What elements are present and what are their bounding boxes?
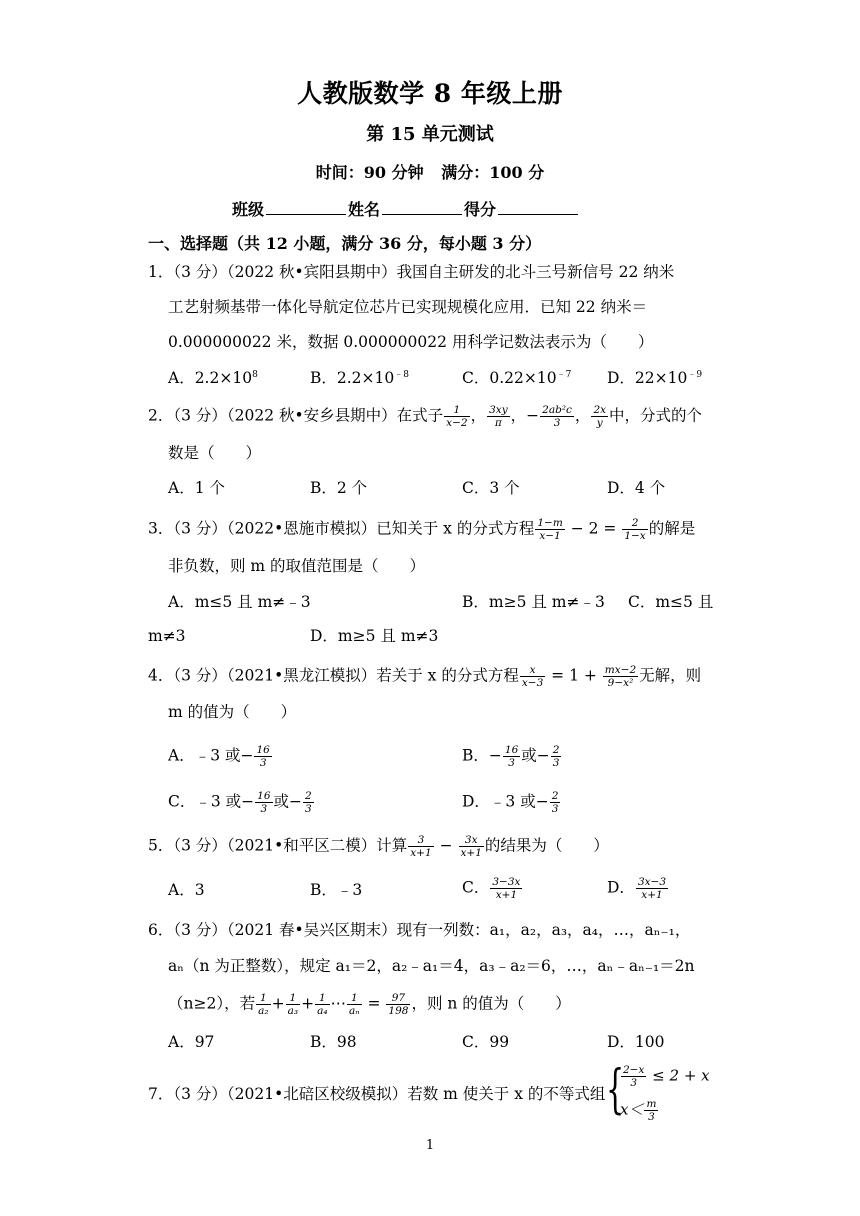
q5-lead: 5．（3 分）（2021•和平区二模）计算 [148,836,408,855]
q2-f2-den: π [494,417,502,429]
q4-d-frac [550,790,561,815]
q6-t2-den: a₃ [287,1005,299,1017]
q6-plus1: + [271,994,285,1013]
exam-time: 时间：90 分钟 [315,163,424,182]
q2-f1-num: 1 [444,404,469,417]
q1-b-base: B．2.2×10 [310,369,395,387]
q3-f2-num: 2 [622,517,647,530]
q6-option-b: B．98 [310,1033,357,1051]
name-blank [382,200,462,215]
q1-a-base: A．2.2×10 [168,369,253,387]
q6-term3 [315,992,329,1017]
q6-eq: = [362,994,386,1013]
q5-mid: − [434,836,458,855]
q5-c-pre: C． [462,878,490,897]
page-number: 1 [425,1138,435,1153]
q6-t3-num: 1 [315,992,329,1005]
q2-frac1 [444,404,469,429]
q4-a-pre: A．﹣3 或− [168,746,254,765]
q6-t1-num: 1 [256,992,270,1005]
q4-lead: 4．（3 分）（2021•黑龙江模拟）若关于 x 的分式方程 [148,666,519,685]
q5-option-a: A．3 [168,881,205,899]
q5-frac1 [408,834,433,859]
q3-lead: 3．（3 分）（2022•恩施市模拟）已知关于 x 的分式方程 [148,519,535,538]
class-label: 班级 [232,200,265,219]
name-label: 姓名 [348,200,381,219]
q5-c-den: x+1 [495,889,518,901]
q1-line3: 0.000000022 米，数据 0.000000022 用科学记数法表示为（ ） [168,333,654,351]
q6-line2: aₙ（n 为正整数），规定 a₁＝2，a₂﹣a₁＝4，a₃﹣a₂＝6，…，aₙ﹣aₙ₋₁＝2n [168,957,695,975]
q1-option-a [168,368,258,388]
q6-l3-tail: ，则 n 的值为（ ） [411,994,571,1013]
q5-option-c [462,876,523,901]
q2-option-d: D．4 个 [607,479,666,497]
q2-minus: − [526,406,540,425]
q7-s2-den: 3 [648,1111,655,1123]
q2-f4-den: y [596,417,603,429]
q6-option-a: A．97 [168,1033,215,1051]
q2-tail: 中，分式的个 [609,406,703,425]
q6-t4-num: 1 [347,992,362,1005]
q3-option-b: B．m≥5 且 m≠﹣3 [462,593,605,611]
class-blank [266,200,346,215]
q7-brace: { [606,1060,625,1120]
q1-b-exp: ﹣8 [394,369,409,380]
q5-d-frac [636,876,668,901]
q2-option-b: B．2 个 [310,479,368,497]
q2-option-c: C．3 个 [462,479,520,497]
q4-f1-den: x−3 [521,677,544,689]
q6-term2 [286,992,300,1017]
q4-c-pre: C．﹣3 或− [168,792,255,811]
q3-option-d: D．m≥5 且 m≠3 [310,627,439,645]
q3-line2: 非负数，则 m 的取值范围是（ ） [168,557,426,575]
q4-b-num2: 2 [552,744,560,756]
q7-line1: 7．（3 分）（2021•北碚区校级模拟）若数 m 使关于 x 的不等式组 [148,1085,606,1103]
q4-option-c [168,790,315,815]
q3-f1-num: 1−m [537,517,563,529]
q7-inequality-system [606,1062,726,1124]
q6-line3 [168,992,571,1017]
page-title: 人教版数学 8 年级上册 [297,79,563,108]
q2-line1 [148,404,702,429]
q4-b-den1: 3 [508,757,515,769]
q6-t2-num: 1 [286,992,300,1005]
q3-mid: − 2 = [565,519,622,538]
q2-sep2: ， [510,406,527,425]
q5-f1-den: x+1 [410,847,432,859]
q3-option-a: A．m≤5 且 m≠﹣3 [168,593,311,611]
q4-b-num1: 16 [504,744,519,756]
q5-c-frac [490,876,522,901]
q2-f2-num: 3xy [489,404,508,416]
q2-sep1: ， [470,406,487,425]
q1-option-d [607,368,702,388]
q6-line1: 6．（3 分）（2021 春•吴兴区期末）现有一列数：a₁，a₂，a₃，a₄，…，aₙ₋₁， [148,921,691,939]
q5-option-b: B．﹣3 [310,881,363,899]
q7-ineq1 [620,1064,710,1089]
q7-s2-frac [644,1098,658,1123]
q7-s1-frac [621,1064,646,1089]
q4-c-num2: 2 [305,790,312,802]
q4-c-num1: 16 [257,790,271,802]
q2-f4-num: 2x [593,404,607,416]
q4-frac2 [603,664,638,689]
q5-option-d [607,876,669,901]
q3-frac1 [535,517,564,542]
q2-f3-den: 3 [553,417,561,429]
q4-option-a [168,744,273,769]
q6-result [386,992,410,1017]
q4-frac1 [520,664,545,689]
q5-f2-den: x+1 [460,847,482,859]
q6-plus2: + [301,994,315,1013]
q2-sep3: ， [574,406,591,425]
q5-d-pre: D． [607,878,635,897]
q5-d-num: 3x−3 [637,876,667,888]
q5-frac2 [459,834,484,859]
q6-option-c: C．99 [462,1033,510,1051]
q1-d-exp: ﹣9 [687,369,703,380]
q3-option-c-cont: m≠3 [148,627,186,645]
q4-option-b [462,744,562,769]
q1-c-base: C．0.22×10 [462,369,557,387]
q4-d-num: 2 [551,790,559,802]
grade-blank [498,200,578,215]
q3-f1-den: x−1 [539,530,561,542]
q5-f2-num: 3x [459,834,484,847]
q4-b-pre: B．− [462,746,502,765]
q5-c-num: 3−3x [492,876,521,888]
q4-c-mid: 或− [273,792,303,811]
section-title: 一、选择题（共 12 小题，满分 36 分，每小题 3 分） [148,234,542,253]
q4-f2-den: 9−x² [607,677,634,689]
q4-c-den2: 3 [305,803,312,815]
q1-line1: 1．（3 分）（2022 秋•宾阳县期中）我国自主研发的北斗三号新信号 22 纳米 [148,263,675,281]
exam-meta [0,160,860,183]
q1-c-exp: ﹣7 [556,369,572,380]
unit-subtitle: 第 15 单元测试 [366,124,494,145]
q7-s2-pre: x＜ [620,1100,644,1119]
q6-r-num: 97 [386,992,410,1005]
q2-lead: 2．（3 分）（2022 秋•安乡县期中）在式子 [148,406,444,425]
q4-c-frac2 [303,790,314,815]
q5-line1 [148,834,609,859]
q6-term1 [256,992,270,1017]
q6-t4-den: aₙ [349,1005,360,1017]
q1-option-b [310,368,409,388]
q7-ineq2 [620,1098,659,1123]
q3-option-c: C．m≤5 且 [628,593,714,611]
grade-label: 得分 [464,200,497,219]
q2-frac4 [591,404,608,429]
q4-c-den1: 3 [260,803,268,815]
q7-s1-num: 2−x [623,1064,645,1076]
q4-b-den2: 3 [552,757,560,769]
q4-a-num: 16 [256,744,270,756]
q6-dots: ⋯ [330,994,347,1013]
q4-f1-num: x [520,664,545,677]
q2-f1-den: x−2 [446,417,468,429]
q6-l3-pre: （n≥2），若 [168,994,256,1013]
q3-line1 [148,517,695,542]
q4-d-pre: D．﹣3 或− [462,792,549,811]
q1-d-base: D．22×10 [607,369,688,387]
q5-d-den: x+1 [641,889,663,901]
q3-tail: 的解是 [648,519,696,538]
q4-b-mid: 或− [521,746,550,765]
q4-b-frac2 [551,744,562,769]
q2-frac2 [487,404,510,429]
q6-r-den: 198 [388,1005,409,1017]
q2-f3-num: 2ab²c [542,404,572,416]
q4-tail: 无解，则 [639,666,702,685]
q4-c-frac1 [255,790,272,815]
q3-frac2 [622,517,647,542]
student-info-blanks [232,197,580,220]
q1-a-exp: 8 [252,369,258,380]
q1-option-c [462,368,571,388]
q4-d-den: 3 [551,803,559,815]
exam-full-score: 满分：100 分 [441,163,545,182]
q2-frac3 [540,404,574,429]
q7-s2-num: m [646,1098,657,1110]
q1-line2: 工艺射频基带一体化导航定位芯片已实现规模化应用．已知 22 纳米＝ [168,298,648,316]
q4-option-d [462,790,561,815]
q4-a-den: 3 [259,757,267,769]
q4-line2: m 的值为（ ） [168,703,297,721]
q5-tail: 的结果为（ ） [484,836,609,855]
q7-s1-den: 3 [630,1077,638,1089]
q3-f2-den: 1−x [624,530,646,542]
q4-a-frac [254,744,271,769]
q4-line1 [148,664,701,689]
q5-f1-num: 3 [408,834,433,847]
q2-line2: 数是（ ） [168,444,262,462]
q4-f2-num: mx−2 [604,664,637,676]
q7-s1-tail: ≤ 2 + x [647,1066,710,1085]
q4-mid: = 1 + [546,666,602,685]
q6-t3-den: a₄ [317,1005,328,1017]
q6-option-d: D．100 [607,1033,665,1051]
q6-t1-den: a₂ [258,1005,269,1017]
q4-b-frac1 [503,744,520,769]
q2-option-a: A．1 个 [168,479,225,497]
q6-term4 [347,992,362,1017]
